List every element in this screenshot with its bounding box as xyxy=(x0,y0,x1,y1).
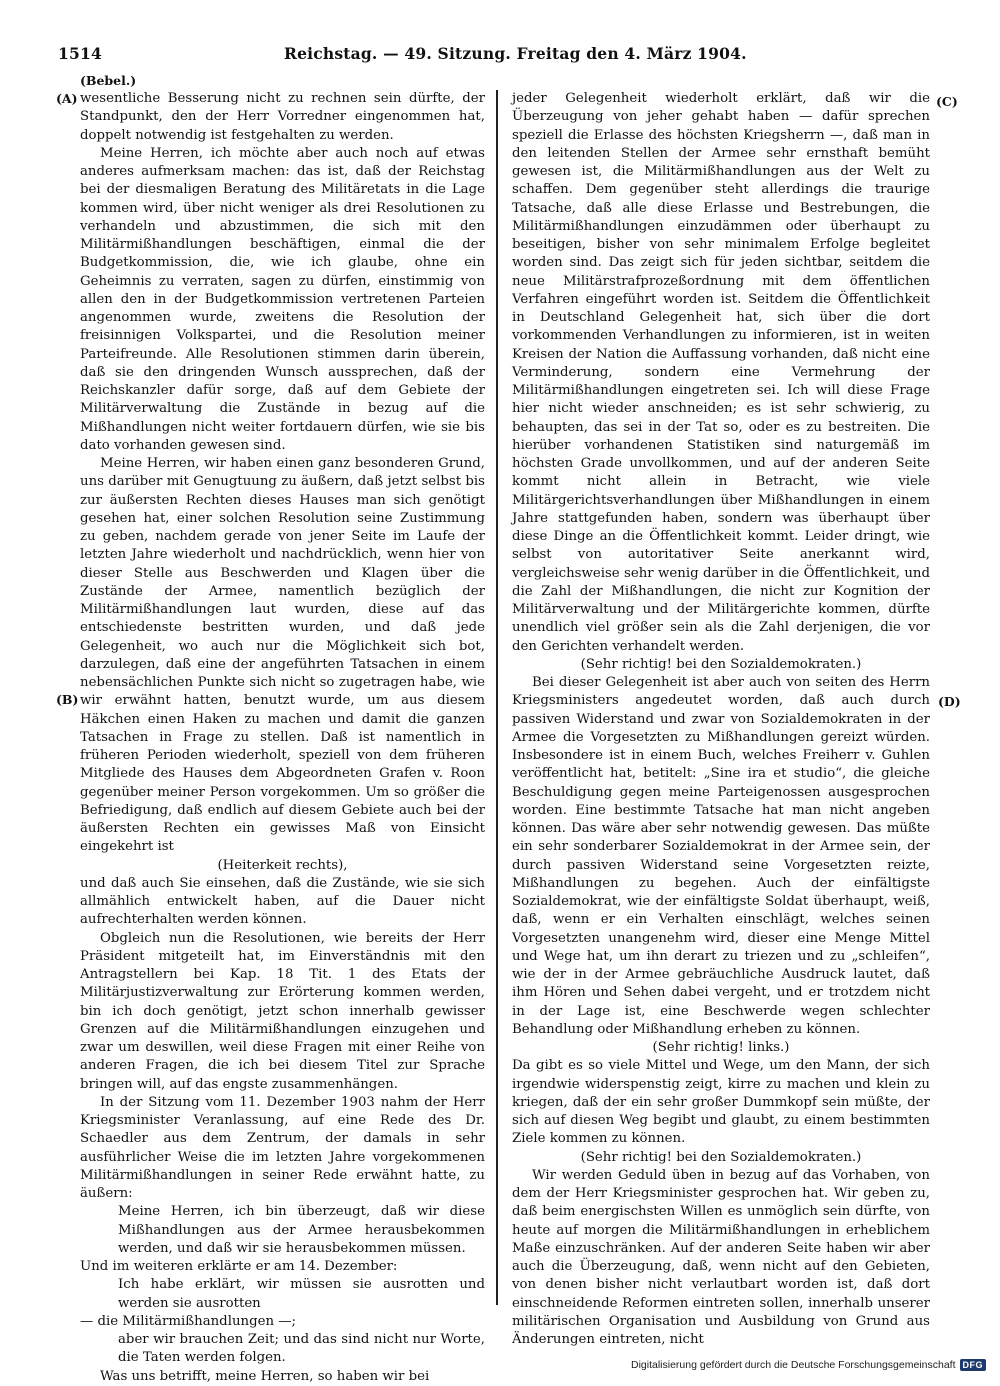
paragraph: Meine Herren, wir haben einen ganz besonderen Grund, uns darüber mit Genugtuung zu äußern, daß jetzt selbst bis zur äußersten Rechten dieses Hauses man sich genötigt gesehen hat, einer solchen Resolution seine Zustimmung zu geben, nachdem gerade von jener Seite im Laufe der letzten Jahre wiederholt und nachdrücklich, wenn hier von dieser Stelle aus Beschwerden und Klagen über die Zustände der Armee, namentlich bezüglich der Militärmißhandlungen laut wurden, diese auf das entschiedenste bestritten wurden, und daß jede Gelegenheit, wo auch nur die Möglichkeit sich bot, darzulegen, daß eine der angeführten Tatsachen in einem nebensächlichen Punkte sich nicht so zugetragen habe, wie wir erwähnt hatten, benutzt wurde, um aus diesem Häkchen einen Haken zu machen und damit die ganzen Tatsachen in Frage zu stellen. Daß ist namentlich in früheren Perioden wiederholt, speziell von dem früheren Mitgliede des Hauses dem Abgeordneten Grafen v. Roon gegenüber meiner Person vorgekommen. Um so größer die Befriedigung, daß endlich auf diesem Gebiete auch bei der äußersten Rechten ein gewisses Maß von Einsicht eingekehrt ist xyxy=(80,456,485,855)
margin-marker-d: (D) xyxy=(938,694,961,709)
speaker-label: (Bebel.) xyxy=(80,73,137,88)
footer-credit xyxy=(631,1359,986,1371)
paragraph: Bei dieser Gelegenheit ist aber auch von seiten des Herrn Kriegsministers angedeutet worden, daß auch durch passiven Widerstand und zwar von Sozialdemokraten in der Armee die Vorgesetzten zu Mißhandlungen gereizt würden. Insbesondere ist in einem Buch, welches Freiherr v. Guhlen veröffentlicht hat, betitelt: „Sine ira et studio“, die gleiche Beschuldigung gegen meine Parteigenossen ausgesprochen worden. Eine bestimmte Tatsache hat man nicht angeben können. Das wäre aber sehr notwendig gewesen. Das müßte ein sehr sonderbarer Sozialdemokrat in der Armee sein, der durch passiven Widerstand seine Vorgesetzten reizte, Mißhandlungen zu begehen. Auch der einfältigste Sozialdemokrat, wie der einfältigste Soldat überhaupt, weiß, daß, wenn er ein Verhalten einschlägt, welches seinen Vorgesetzten unangenehm wird, dieser eine Menge Mittel und Wege hat, um ihn derart zu triezen und zu „schleifen“, wie der in der Armee gebräuchliche Ausdruck lautet, daß ihm Hören und Sehen dabei vergeht, und er trotzdem nicht in der Lage ist, eine Beschwerde wegen schlechter Behandlung oder Mißhandlung erheben zu können. xyxy=(512,675,930,1037)
paragraph: Und im weiteren erklärte er am 14. Dezember: xyxy=(80,1259,398,1274)
paragraph: Meine Herren, ich möchte aber auch noch auf etwas anderes aufmerksam machen: das ist, daß der Reichstag bei der diesmaligen Beratung des Militäretats in die Lage kommen wird, über nicht weniger als drei Resolutionen zu verhandeln und abzustimmen, die sich mit den Militärmißhandlungen beschäftigen, einmal die der Budgetkommission, die, wie ich glaube, ohne ein Geheimnis zu verraten, sagen zu dürfen, einstimmig von allen den in der Budgetkommission vertretenen Parteien angenommen wurde, zweitens die Resolution der freisinnigen Volkspartei, und die Resolution meiner Parteifreunde. Alle Resolutionen stimmen darin überein, daß sie den dringenden Wunsch aussprechen, daß der Reichskanzler dafür sorge, daß auf dem Gebiete der Militärverwaltung die Zustände in bezug auf die Mißhandlungen nicht weiter fortdauern dürfen, wie sie bis dato vorhanden gewesen sind. xyxy=(80,145,485,453)
quotation-aside: — die Militärmißhandlungen —; xyxy=(80,1313,297,1329)
margin-marker-a: (A) xyxy=(56,91,78,106)
dfg-logo: DFG xyxy=(960,1359,987,1371)
paragraph: Was uns betrifft, meine Herren, so haben wir bei xyxy=(100,1368,430,1384)
interjection: (Sehr richtig! bei den Sozialdemokraten.) xyxy=(580,656,862,672)
paragraph: wesentliche Besserung nicht zu rechnen sein dürfte, der Standpunkt, den der Herr Vorredner eingenommen hat, doppelt notwendig ist festgehalten zu werden. xyxy=(80,91,485,143)
footer-text: Digitalisierung gefördert durch die Deutsche Forschungsgemeinschaft xyxy=(630,1359,956,1371)
right-column xyxy=(512,90,930,1349)
paragraph: jeder Gelegenheit wiederholt erklärt, daß wir die Überzeugung von jeher gehabt haben — dafür sprechen speziell die Erlasse des höchsten Kriegsherrn —, daß man in den leitenden Stellen der Armee sehr ernsthaft bemüht gewesen ist, die Militärmißhandlungen aus der Welt zu schaffen. Dem gegenüber steht allerdings die traurige Tatsache, daß alle diese Erlasse und Bestrebungen, die Militärmißhandlungen einzudämmen oder überhaupt zu beseitigen, bisher von sehr minimalem Erfolge begleitet worden sind. Das zeigt sich für jeden sichtbar, seitdem die neue Militärstrafprozeßordnung mit dem öffentlichen Verfahren eingeführt worden ist. Seitdem die Öffentlichkeit in Deutschland Gelegenheit hat, sich über die dort vorkommenden Verhandlungen zu informieren, ist in weiten Kreisen der Nation die Auffassung vorhanden, daß nicht eine Verminderung, sondern eine Vermehrung der Militärmißhandlungen eingetreten sei. Ich will diese Frage hier nicht wieder anschneiden; es ist sehr schwierig, zu behaupten, das sei in der Tat so, oder es zu bestreiten. Die hierüber vorhandenen Statistiken sind naturgemäß im höchsten Grade unvollkommen, und auf der anderen Seite kommt nicht allein in Betracht, wie viele Militärgerichtsverhandlungen über Mißhandlungen in einem Jahre stattgefunden haben, sondern was überhaupt über diese Dinge an die Öffentlichkeit kommt. Leider dringt, wie selbst von autoritativer Seite anerkannt wird, vergleichsweise sehr wenig darüber in die Öffentlichkeit, und die Zahl der Mißhandlungen, die nicht zur Kognition der Militärverwaltung und der Militärgerichte kommen, dürfte unendlich viel größer sein als die Zahl derjenigen, die vor den Gerichten verhandelt werden. xyxy=(512,91,930,654)
margin-marker-b: (B) xyxy=(56,692,79,707)
column-divider xyxy=(496,90,498,1305)
interjection: (Sehr richtig! links.) xyxy=(652,1040,790,1055)
left-column xyxy=(80,90,485,1386)
quotation: aber wir brauchen Zeit; und das sind nicht nur Worte, die Taten werden folgen. xyxy=(118,1332,485,1366)
quotation: Meine Herren, ich bin überzeugt, daß wir diese Mißhandlungen aus der Armee herausbekommen werden, und daß wir sie herausbekommen müssen. xyxy=(118,1204,485,1256)
quotation: Ich habe erklärt, wir müssen sie ausrotten und werden sie ausrotten xyxy=(118,1277,485,1311)
paragraph: In der Sitzung vom 11. Dezember 1903 nahm der Herr Kriegsminister Veranlassung, auf eine Rede des Dr. Schaedler aus dem Zentrum, der damals in sehr ausführlicher Weise die im letzten Jahre vorgekommenen Militärmißhandlungen in seiner Rede erwähnt hatte, zu äußern: xyxy=(80,1094,485,1201)
interjection: (Heiterkeit rechts), xyxy=(217,857,348,873)
running-title: Reichstag. — 49. Sitzung. Freitag den 4. März 1904. xyxy=(284,44,747,63)
page-header xyxy=(58,44,938,68)
paragraph: Da gibt es so viele Mittel und Wege, um den Mann, der sich irgendwie widerspenstig zeigt, kirre zu machen und klein zu kriegen, daß der ein sehr großer Dummkopf sein müßte, der sich auf diesen Weg begibt und glaubt, zu einem bestimmten Ziele kommen zu können. xyxy=(512,1058,930,1147)
interjection: (Sehr richtig! bei den Sozialdemokraten.) xyxy=(580,1149,862,1165)
paragraph: und daß auch Sie einsehen, daß die Zustände, wie sie sich allmählich entwickelt haben, auf die Dauer nicht aufrechterhalten werden können. xyxy=(80,875,485,928)
page-number: 1514 xyxy=(58,44,102,63)
paragraph: Wir werden Geduld üben in bezug auf das Vorhaben, von dem der Herr Kriegsminister gesprochen hat. Wir geben zu, daß beim energischsten Willen es unmöglich sein dürfte, von heute auf morgen die Militärmißhandlungen in erheblichem Maße einzuschränken. Auf der anderen Seite haben wir aber auch die Überzeugung, daß, wenn nicht auf den Gebieten, von denen bisher nicht verlautbart worden ist, daß dort einschneidende Reformen eintreten sollen, innerhalb unserer militärischen Organisation und Ausbildung von Grund aus Änderungen eintreten, nicht xyxy=(512,1167,930,1347)
paragraph: Obgleich nun die Resolutionen, wie bereits der Herr Präsident mitgeteilt hat, im Einverständnis mit den Antragstellern bei Kap. 18 Tit. 1 des Etats der Militärjustizverwaltung zur Erörterung kommen werden, bin ich doch genötigt, jetzt schon innerhalb gewisser Grenzen auf die Militärmißhandlungen einzugehen und zwar um deswillen, weil diese Fragen mit einer Reihe von anderen Fragen, die ich bei diesem Titel zur Sprache bringen will, auf das engste zusammenhängen. xyxy=(80,930,485,1092)
margin-marker-c: (C) xyxy=(936,94,958,109)
